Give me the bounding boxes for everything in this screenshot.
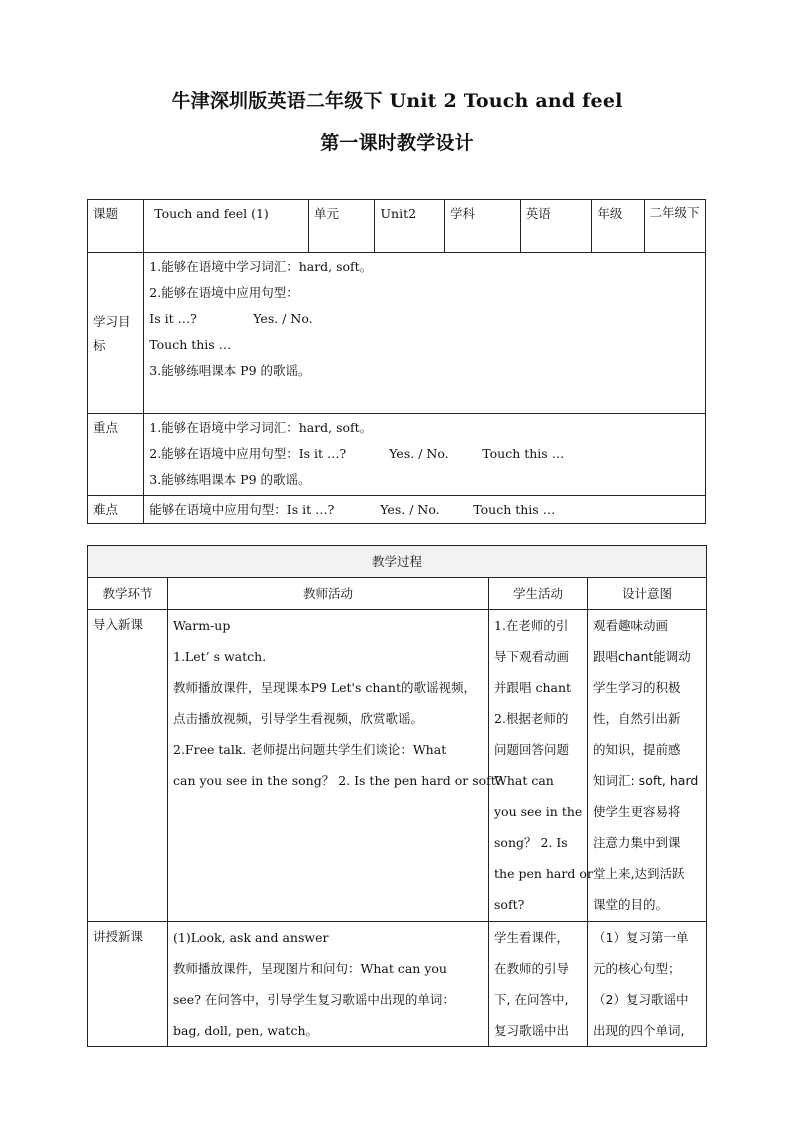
design-intent-cell: 观看趣味动画 跟唱chant能调动 学生学习的积极 性，自然引出新 的知识，提前感 知词汇: soft, hard 使学生更容易将 注意力集中到课 堂上来,达到活跃 课堂的目的。 [588, 610, 707, 922]
key-line: 1.能够在语境中学习词汇：hard, soft。 [149, 420, 373, 435]
key-points-content [144, 414, 706, 496]
stage-cell: 导入新课 [88, 610, 168, 922]
header-student: 学生活动 [489, 578, 588, 610]
grade-value: 二年级下 [644, 200, 705, 253]
unit-label: 单元 [308, 200, 375, 253]
document-subtitle: 第一课时教学设计 [320, 132, 474, 154]
subject-value: 英语 [520, 200, 592, 253]
table-row [88, 922, 707, 1047]
goal-line: Is it …? Yes. / No. [149, 311, 313, 326]
student-activity-cell: 学生看课件， 在教师的引导 下, 在问答中, 复习歌谣中出 [489, 922, 588, 1047]
grade-label: 年级 [592, 200, 644, 253]
difficulty-label: 难点 [88, 496, 144, 524]
goal-line: 3.能够练唱课本 P9 的歌谣。 [149, 363, 311, 378]
difficulty-content: 能够在语境中应用句型：Is it …? Yes. / No. Touch this … [144, 496, 706, 524]
stage-cell: 讲授新课 [88, 922, 168, 1047]
key-points-label: 重点 [88, 414, 144, 496]
unit-value: Unit2 [375, 200, 445, 253]
process-title: 教学过程 [88, 546, 707, 578]
document-title: 牛津深圳版英语二年级下 Unit 2 Touch and feel [171, 90, 623, 112]
teaching-process-table [87, 545, 707, 1047]
goal-line: 2.能够在语境中应用句型： [149, 285, 299, 300]
header-teacher: 教师活动 [168, 578, 489, 610]
student-activity-cell: 1.在老师的引 导下观看动画 并跟唱 chant 2.根据老师的 问题回答问题 What can you see in the song？ 2. Is the pen hard or soft? [489, 610, 588, 922]
lesson-info-table [87, 199, 706, 524]
key-line: 2.能够在语境中应用句型：Is it …? Yes. / No. Touch this … [149, 446, 565, 461]
goals-label: 学习目标 [88, 253, 144, 414]
teacher-activity-cell: Warm-up 1.Let’ s watch. 教师播放课件，呈现课本P9 Let's chant的歌谣视频， 点击播放视频，引导学生看视频，欣赏歌谣。 2.Free talk. 老师提出问题共学生们谈论：What can you see in the song？ 2. Is the pen hard or soft? [168, 610, 489, 922]
topic-value: Touch and feel (1) [144, 200, 309, 253]
teacher-activity-cell: (1)Look, ask and answer 教师播放课件，呈现图片和问句：What can you see? 在问答中，引导学生复习歌谣中出现的单词： bag, doll, pen, watch。 [168, 922, 489, 1047]
header-intent: 设计意图 [588, 578, 707, 610]
goal-line: Touch this … [149, 337, 232, 352]
subject-label: 学科 [445, 200, 521, 253]
header-stage: 教学环节 [88, 578, 168, 610]
goals-content [144, 253, 706, 414]
design-intent-cell: （1）复习第一单 元的核心句型； （2）复习歌谣中 出现的四个单词, [588, 922, 707, 1047]
key-line: 3.能够练唱课本 P9 的歌谣。 [149, 472, 311, 487]
goal-line: 1.能够在语境中学习词汇：hard, soft。 [149, 259, 373, 274]
topic-label: 课题 [88, 200, 144, 253]
table-row [88, 610, 707, 922]
